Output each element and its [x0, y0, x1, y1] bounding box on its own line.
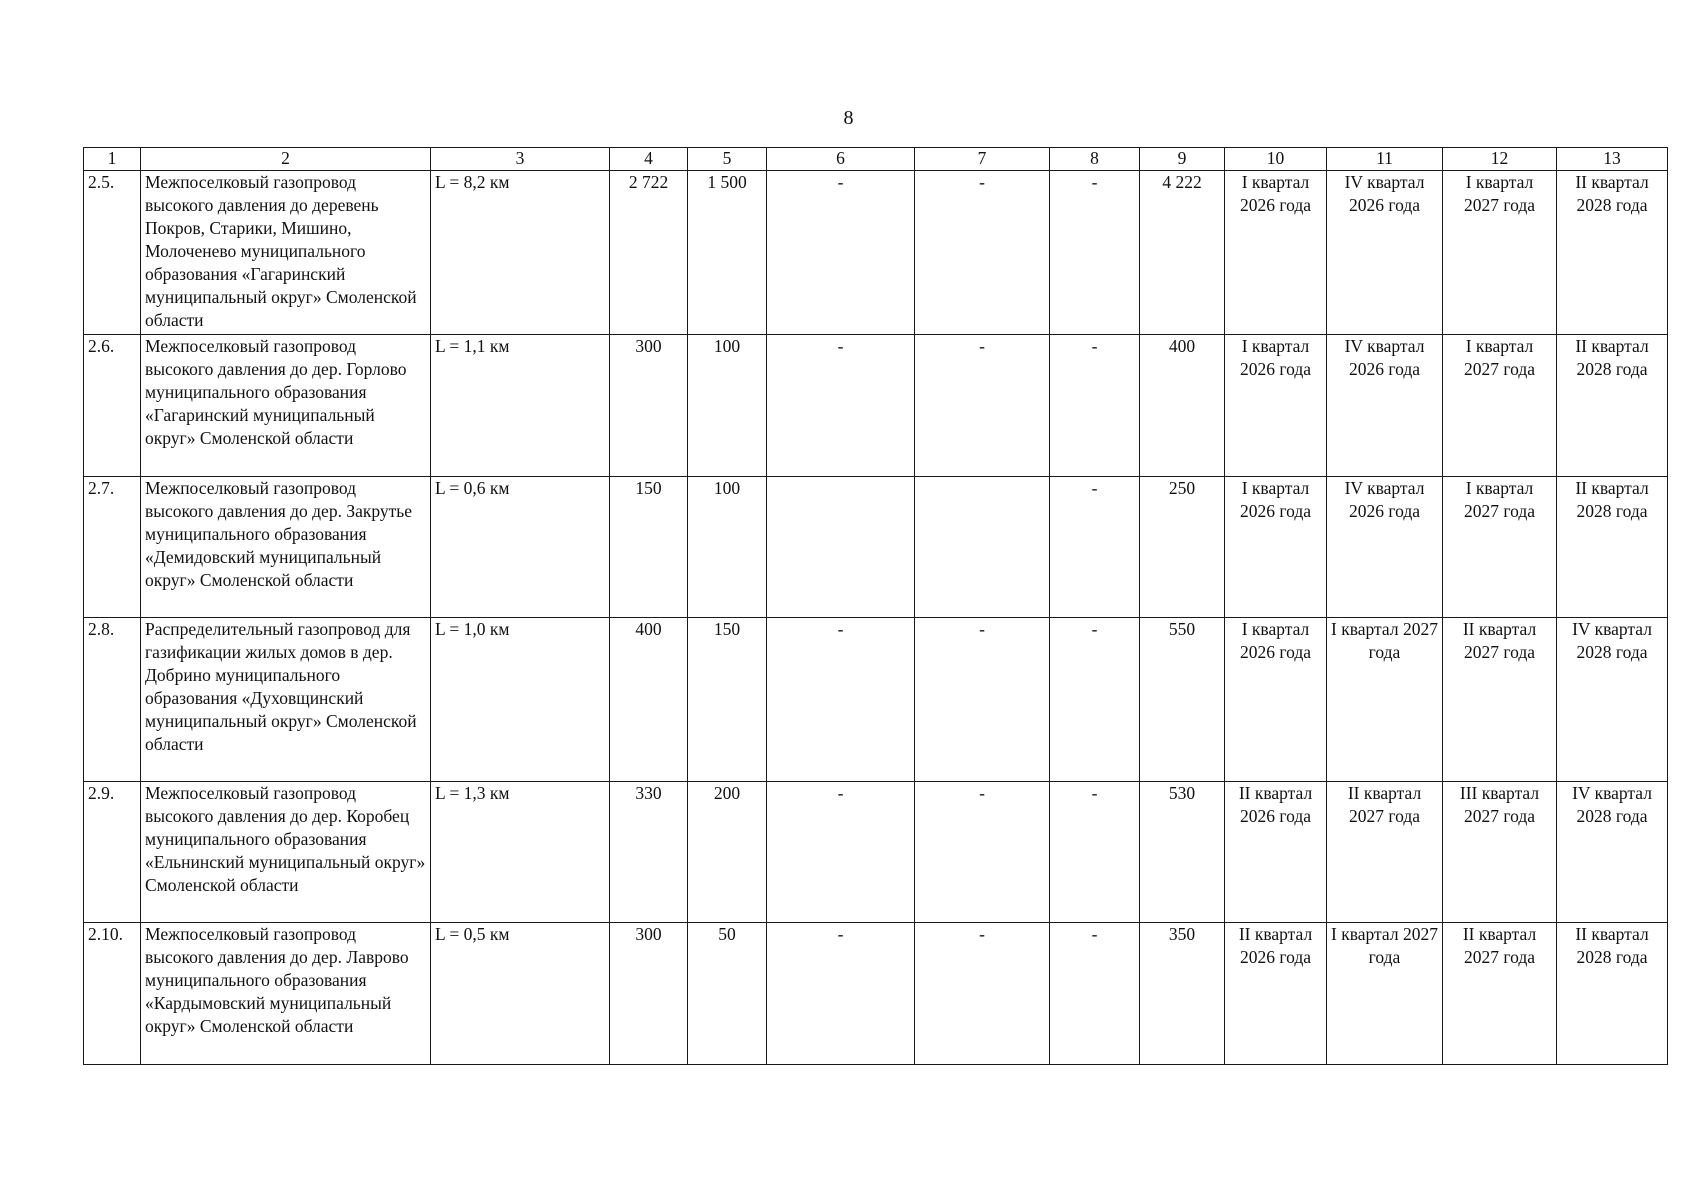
value-cell: - [767, 171, 915, 335]
column-header: 9 [1140, 148, 1225, 171]
value-cell: 100 [688, 335, 767, 477]
value-cell: 300 [610, 335, 688, 477]
value-cell [767, 477, 915, 618]
value-cell: 1 500 [688, 171, 767, 335]
quarter-cell: I квартал 2027 года [1443, 335, 1557, 477]
quarter-cell: I квартал 2026 года [1225, 171, 1327, 335]
quarter-cell: II квартал 2028 года [1557, 923, 1668, 1065]
value-cell: - [1050, 923, 1140, 1065]
value-cell: - [915, 618, 1050, 782]
value-cell: - [1050, 782, 1140, 923]
value-cell: - [1050, 618, 1140, 782]
row-number: 2.9. [84, 782, 141, 923]
value-cell: 300 [610, 923, 688, 1065]
object-name: Межпоселковый газопровод высокого давления до дер. Лаврово муниципального образования «Кардымовский муниципальный округ» Смоленской области [141, 923, 431, 1065]
value-cell: - [915, 782, 1050, 923]
quarter-cell: I квартал 2026 года [1225, 335, 1327, 477]
value-cell: - [1050, 335, 1140, 477]
quarter-cell: I квартал 2026 года [1225, 477, 1327, 618]
quarter-cell: IV квартал 2026 года [1327, 477, 1443, 618]
table-row [84, 782, 1668, 923]
column-header: 11 [1327, 148, 1443, 171]
value-cell: - [1050, 171, 1140, 335]
quarter-cell: I квартал 2027 года [1443, 171, 1557, 335]
total-cell: 550 [1140, 618, 1225, 782]
length-cell: L = 1,0 км [431, 618, 610, 782]
value-cell: - [767, 923, 915, 1065]
length-cell: L = 1,3 км [431, 782, 610, 923]
quarter-cell: IV квартал 2028 года [1557, 782, 1668, 923]
value-cell: 200 [688, 782, 767, 923]
table-row [84, 618, 1668, 782]
quarter-cell: II квартал 2026 года [1225, 782, 1327, 923]
quarter-cell: I квартал 2027 года [1327, 923, 1443, 1065]
header-row [84, 148, 1668, 171]
quarter-cell: IV квартал 2026 года [1327, 335, 1443, 477]
total-cell: 350 [1140, 923, 1225, 1065]
total-cell: 250 [1140, 477, 1225, 618]
value-cell: - [915, 923, 1050, 1065]
quarter-cell: II квартал 2028 года [1557, 335, 1668, 477]
column-header: 12 [1443, 148, 1557, 171]
object-name: Межпоселковый газопровод высокого давления до деревень Покров, Старики, Мишино, Молоченево муниципального образования «Гагаринский муниципальный округ» Смоленской области [141, 171, 431, 335]
table-row [84, 171, 1668, 335]
quarter-cell: I квартал 2027 года [1443, 477, 1557, 618]
object-name: Межпоселковый газопровод высокого давления до дер. Закрутье муниципального образования «Демидовский муниципальный округ» Смоленской области [141, 477, 431, 618]
page-number: 8 [843, 107, 854, 129]
column-header: 13 [1557, 148, 1668, 171]
quarter-cell: II квартал 2026 года [1225, 923, 1327, 1065]
quarter-cell: III квартал 2027 года [1443, 782, 1557, 923]
value-cell: - [767, 782, 915, 923]
object-name: Межпоселковый газопровод высокого давления до дер. Коробец муниципального образования «Ельнинский муниципальный округ» Смоленской области [141, 782, 431, 923]
total-cell: 4 222 [1140, 171, 1225, 335]
value-cell: 330 [610, 782, 688, 923]
gas-pipeline-table [83, 147, 1668, 1065]
column-header: 5 [688, 148, 767, 171]
value-cell: - [767, 618, 915, 782]
quarter-cell: IV квартал 2028 года [1557, 618, 1668, 782]
value-cell: 150 [688, 618, 767, 782]
value-cell: - [915, 171, 1050, 335]
object-name: Межпоселковый газопровод высокого давления до дер. Горлово муниципального образования «Гагаринский муниципальный округ» Смоленской области [141, 335, 431, 477]
row-number: 2.10. [84, 923, 141, 1065]
column-header: 2 [141, 148, 431, 171]
table-row [84, 477, 1668, 618]
column-header: 8 [1050, 148, 1140, 171]
value-cell: - [915, 335, 1050, 477]
object-name: Распределительный газопровод для газификации жилых домов в дер. Добрино муниципального образования «Духовщинский муниципальный округ» Смоленской области [141, 618, 431, 782]
row-number: 2.7. [84, 477, 141, 618]
column-header: 6 [767, 148, 915, 171]
table-row [84, 335, 1668, 477]
value-cell: 50 [688, 923, 767, 1065]
row-number: 2.8. [84, 618, 141, 782]
quarter-cell: II квартал 2027 года [1327, 782, 1443, 923]
length-cell: L = 1,1 км [431, 335, 610, 477]
value-cell: 150 [610, 477, 688, 618]
value-cell: 100 [688, 477, 767, 618]
row-number: 2.6. [84, 335, 141, 477]
column-header: 3 [431, 148, 610, 171]
total-cell: 530 [1140, 782, 1225, 923]
quarter-cell: II квартал 2027 года [1443, 923, 1557, 1065]
value-cell: - [1050, 477, 1140, 618]
total-cell: 400 [1140, 335, 1225, 477]
table-body [84, 171, 1668, 1065]
value-cell: 400 [610, 618, 688, 782]
quarter-cell: IV квартал 2026 года [1327, 171, 1443, 335]
table-row [84, 923, 1668, 1065]
quarter-cell: II квартал 2028 года [1557, 171, 1668, 335]
column-header: 4 [610, 148, 688, 171]
column-header: 10 [1225, 148, 1327, 171]
quarter-cell: II квартал 2027 года [1443, 618, 1557, 782]
column-header: 7 [915, 148, 1050, 171]
length-cell: L = 8,2 км [431, 171, 610, 335]
value-cell: - [767, 335, 915, 477]
value-cell [915, 477, 1050, 618]
quarter-cell: II квартал 2028 года [1557, 477, 1668, 618]
quarter-cell: I квартал 2026 года [1225, 618, 1327, 782]
length-cell: L = 0,5 км [431, 923, 610, 1065]
length-cell: L = 0,6 км [431, 477, 610, 618]
table-header [84, 148, 1668, 171]
value-cell: 2 722 [610, 171, 688, 335]
column-header: 1 [84, 148, 141, 171]
row-number: 2.5. [84, 171, 141, 335]
quarter-cell: I квартал 2027 года [1327, 618, 1443, 782]
